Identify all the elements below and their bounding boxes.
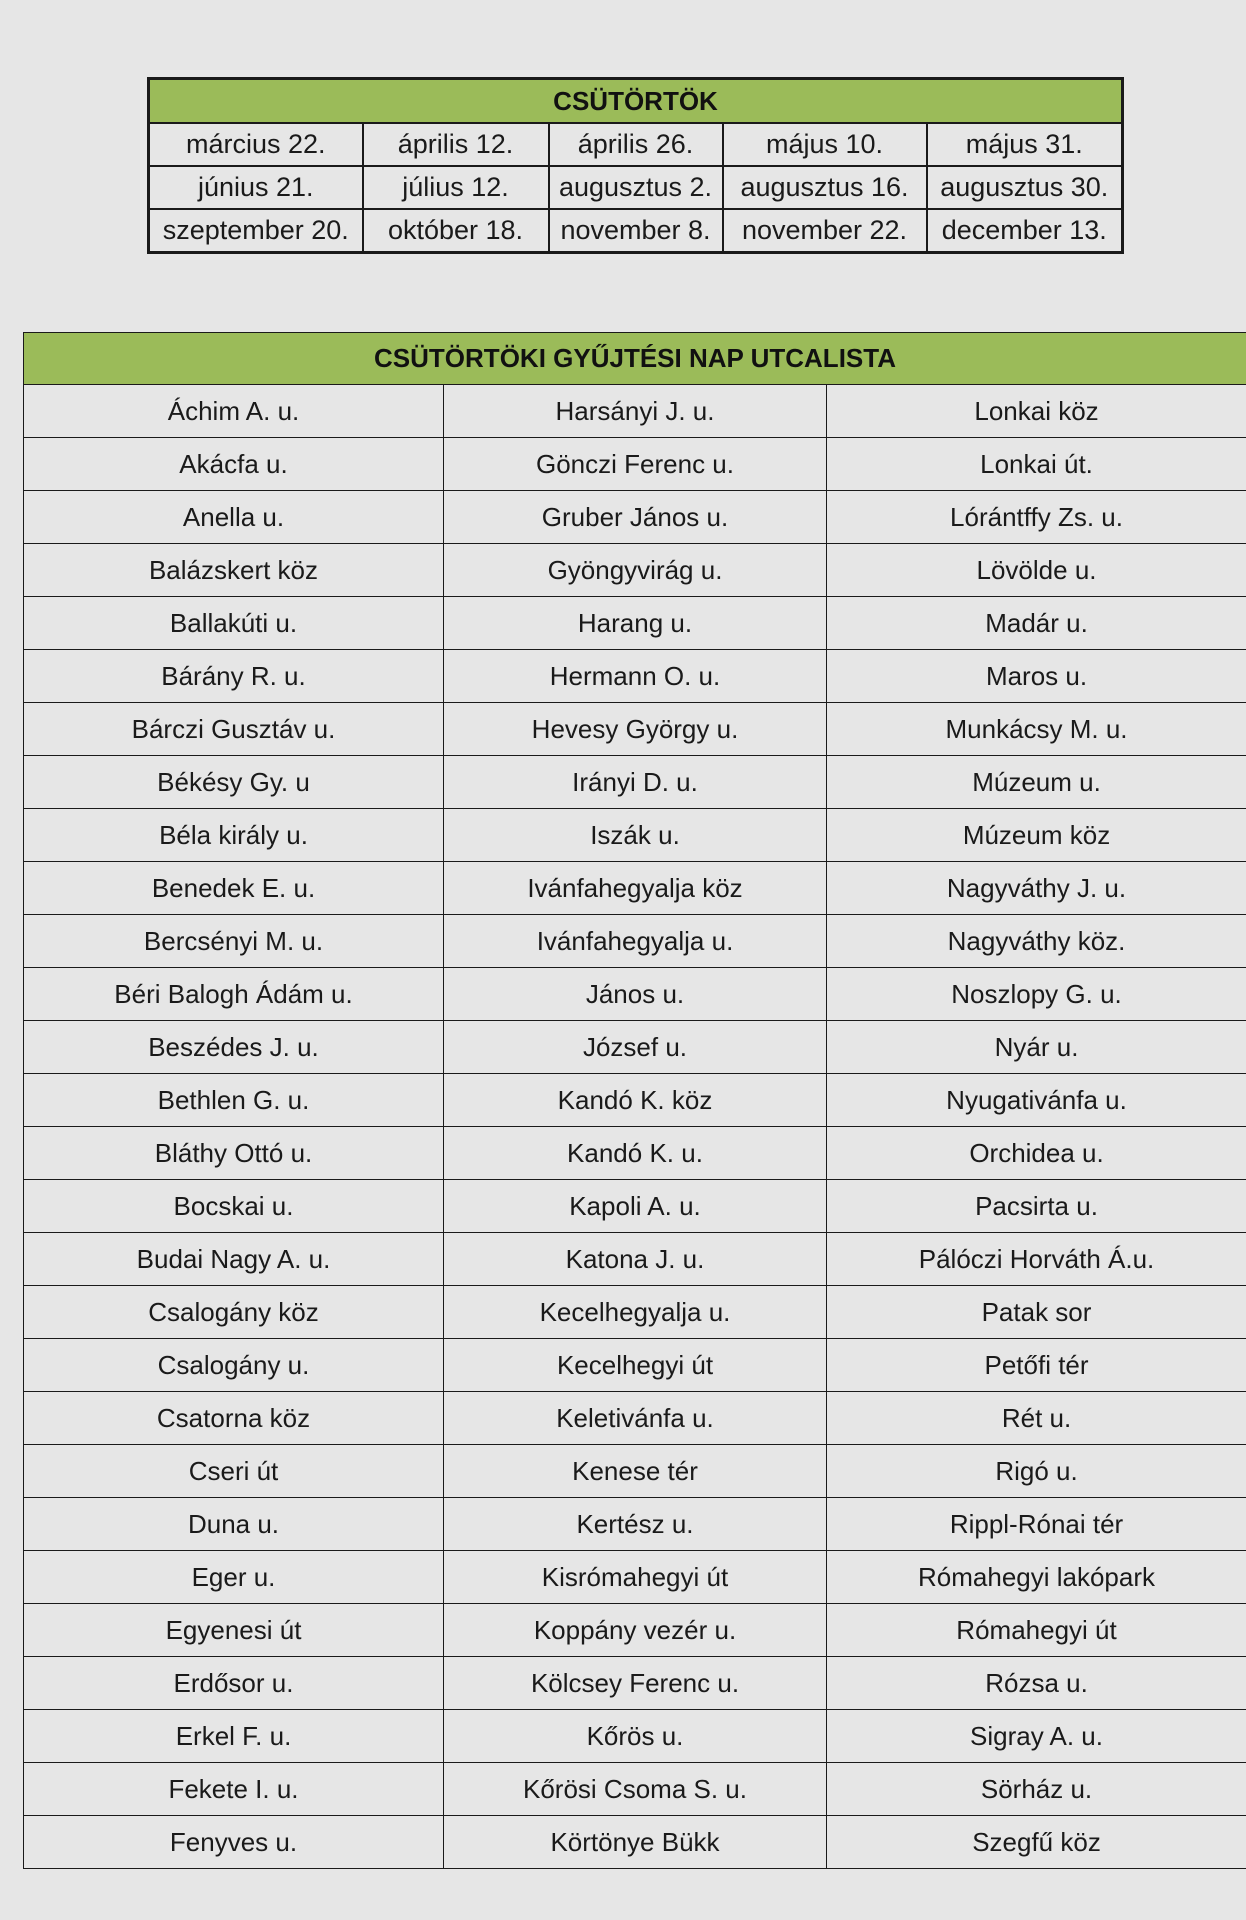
street-name-cell: Munkácsy M. u. <box>827 703 1246 756</box>
street-name-cell: Bárczi Gusztáv u. <box>24 703 444 756</box>
street-name-cell: Békésy Gy. u <box>24 756 444 809</box>
street-name-cell: József u. <box>444 1021 827 1074</box>
street-row <box>24 1763 1246 1816</box>
street-name-cell: Béla király u. <box>24 809 444 862</box>
street-name-cell: Bláthy Ottó u. <box>24 1127 444 1180</box>
street-name-cell: Balázskert köz <box>24 544 444 597</box>
schedule-date-cell: október 18. <box>363 209 549 253</box>
street-name-cell: Keletivánfa u. <box>444 1392 827 1445</box>
street-name-cell: Sörház u. <box>827 1763 1246 1816</box>
street-name-cell: Pálóczi Horváth Á.u. <box>827 1233 1246 1286</box>
street-name-cell: Kenese tér <box>444 1445 827 1498</box>
street-name-cell: Nyugativánfa u. <box>827 1074 1246 1127</box>
street-name-cell: Harsányi J. u. <box>444 385 827 438</box>
street-name-cell: Rippl-Rónai tér <box>827 1498 1246 1551</box>
street-name-cell: Bocskai u. <box>24 1180 444 1233</box>
street-name-cell: Kecelhegyi út <box>444 1339 827 1392</box>
street-name-cell: János u. <box>444 968 827 1021</box>
street-name-cell: Petőfi tér <box>827 1339 1246 1392</box>
street-row <box>24 1604 1246 1657</box>
street-name-cell: Múzeum u. <box>827 756 1246 809</box>
street-list-body <box>24 385 1246 1869</box>
street-name-cell: Kandó K. u. <box>444 1127 827 1180</box>
street-name-cell: Fekete I. u. <box>24 1763 444 1816</box>
schedule-date-cell: július 12. <box>363 166 549 209</box>
street-name-cell: Rigó u. <box>827 1445 1246 1498</box>
schedule-date-cell: április 12. <box>363 123 549 166</box>
street-name-cell: Kertész u. <box>444 1498 827 1551</box>
street-name-cell: Lonkai út. <box>827 438 1246 491</box>
street-name-cell: Irányi D. u. <box>444 756 827 809</box>
street-name-cell: Rét u. <box>827 1392 1246 1445</box>
schedule-row <box>149 166 1123 209</box>
street-row <box>24 544 1246 597</box>
street-name-cell: Múzeum köz <box>827 809 1246 862</box>
street-name-cell: Cseri út <box>24 1445 444 1498</box>
street-row <box>24 385 1246 438</box>
street-name-cell: Gruber János u. <box>444 491 827 544</box>
street-name-cell: Fenyves u. <box>24 1816 444 1869</box>
street-row <box>24 491 1246 544</box>
street-name-cell: Bethlen G. u. <box>24 1074 444 1127</box>
schedule-date-cell: augusztus 2. <box>549 166 723 209</box>
street-name-cell: Maros u. <box>827 650 1246 703</box>
street-name-cell: Gönczi Ferenc u. <box>444 438 827 491</box>
schedule-date-cell: november 22. <box>723 209 927 253</box>
street-name-cell: Ivánfahegyalja u. <box>444 915 827 968</box>
street-name-cell: Anella u. <box>24 491 444 544</box>
street-name-cell: Kőrös u. <box>444 1710 827 1763</box>
street-name-cell: Harang u. <box>444 597 827 650</box>
street-name-cell: Kandó K. köz <box>444 1074 827 1127</box>
street-row <box>24 1339 1246 1392</box>
street-name-cell: Ivánfahegyalja köz <box>444 862 827 915</box>
street-name-cell: Kecelhegyalja u. <box>444 1286 827 1339</box>
street-name-cell: Iszák u. <box>444 809 827 862</box>
street-name-cell: Lonkai köz <box>827 385 1246 438</box>
schedule-date-cell: november 8. <box>549 209 723 253</box>
street-list-title: CSÜTÖRTÖKI GYŰJTÉSI NAP UTCALISTA <box>24 333 1246 385</box>
street-name-cell: Lövölde u. <box>827 544 1246 597</box>
street-name-cell: Kisrómahegyi út <box>444 1551 827 1604</box>
street-row <box>24 1286 1246 1339</box>
street-name-cell: Duna u. <box>24 1498 444 1551</box>
street-name-cell: Budai Nagy A. u. <box>24 1233 444 1286</box>
street-name-cell: Rózsa u. <box>827 1657 1246 1710</box>
street-name-cell: Orchidea u. <box>827 1127 1246 1180</box>
street-name-cell: Sigray A. u. <box>827 1710 1246 1763</box>
street-row <box>24 915 1246 968</box>
street-name-cell: Kőrösi Csoma S. u. <box>444 1763 827 1816</box>
street-name-cell: Nagyváthy J. u. <box>827 862 1246 915</box>
street-row <box>24 438 1246 491</box>
street-name-cell: Madár u. <box>827 597 1246 650</box>
street-name-cell: Lórántffy Zs. u. <box>827 491 1246 544</box>
street-row <box>24 1180 1246 1233</box>
street-row <box>24 1657 1246 1710</box>
street-name-cell: Csalogány köz <box>24 1286 444 1339</box>
schedule-table <box>147 77 1124 254</box>
street-name-cell: Eger u. <box>24 1551 444 1604</box>
schedule-date-cell: augusztus 16. <box>723 166 927 209</box>
street-row <box>24 1392 1246 1445</box>
schedule-date-cell: május 10. <box>723 123 927 166</box>
street-row <box>24 1233 1246 1286</box>
street-name-cell: Patak sor <box>827 1286 1246 1339</box>
street-row <box>24 1710 1246 1763</box>
street-name-cell: Rómahegyi lakópark <box>827 1551 1246 1604</box>
street-name-cell: Hermann O. u. <box>444 650 827 703</box>
street-row <box>24 1551 1246 1604</box>
schedule-date-cell: május 31. <box>927 123 1123 166</box>
schedule-date-cell: június 21. <box>149 166 363 209</box>
street-name-cell: Szegfű köz <box>827 1816 1246 1869</box>
street-row <box>24 809 1246 862</box>
schedule-date-cell: december 13. <box>927 209 1123 253</box>
schedule-date-cell: szeptember 20. <box>149 209 363 253</box>
street-row <box>24 1445 1246 1498</box>
street-row <box>24 862 1246 915</box>
street-row <box>24 756 1246 809</box>
schedule-date-cell: március 22. <box>149 123 363 166</box>
street-name-cell: Kölcsey Ferenc u. <box>444 1657 827 1710</box>
street-name-cell: Bercsényi M. u. <box>24 915 444 968</box>
street-name-cell: Nyár u. <box>827 1021 1246 1074</box>
street-name-cell: Ballakúti u. <box>24 597 444 650</box>
street-name-cell: Csalogány u. <box>24 1339 444 1392</box>
street-name-cell: Kapoli A. u. <box>444 1180 827 1233</box>
street-name-cell: Benedek E. u. <box>24 862 444 915</box>
street-name-cell: Hevesy György u. <box>444 703 827 756</box>
street-name-cell: Erdősor u. <box>24 1657 444 1710</box>
schedule-body <box>149 123 1123 253</box>
street-row <box>24 1127 1246 1180</box>
street-name-cell: Egyenesi út <box>24 1604 444 1657</box>
street-name-cell: Beszédes J. u. <box>24 1021 444 1074</box>
street-name-cell: Csatorna köz <box>24 1392 444 1445</box>
schedule-title: CSÜTÖRTÖK <box>149 79 1123 124</box>
schedule-row <box>149 123 1123 166</box>
street-row <box>24 968 1246 1021</box>
street-name-cell: Béri Balogh Ádám u. <box>24 968 444 1021</box>
street-name-cell: Pacsirta u. <box>827 1180 1246 1233</box>
street-name-cell: Katona J. u. <box>444 1233 827 1286</box>
schedule-row <box>149 209 1123 253</box>
street-name-cell: Koppány vezér u. <box>444 1604 827 1657</box>
street-name-cell: Erkel F. u. <box>24 1710 444 1763</box>
street-row <box>24 650 1246 703</box>
street-name-cell: Noszlopy G. u. <box>827 968 1246 1021</box>
schedule-date-cell: augusztus 30. <box>927 166 1123 209</box>
street-name-cell: Nagyváthy köz. <box>827 915 1246 968</box>
street-row <box>24 1074 1246 1127</box>
street-row <box>24 1816 1246 1869</box>
street-name-cell: Rómahegyi út <box>827 1604 1246 1657</box>
street-list-table <box>23 332 1246 1869</box>
street-name-cell: Körtönye Bükk <box>444 1816 827 1869</box>
street-name-cell: Akácfa u. <box>24 438 444 491</box>
street-row <box>24 703 1246 756</box>
street-name-cell: Gyöngyvirág u. <box>444 544 827 597</box>
street-row <box>24 1021 1246 1074</box>
street-row <box>24 597 1246 650</box>
schedule-date-cell: április 26. <box>549 123 723 166</box>
street-name-cell: Áchim A. u. <box>24 385 444 438</box>
street-name-cell: Bárány R. u. <box>24 650 444 703</box>
street-row <box>24 1498 1246 1551</box>
